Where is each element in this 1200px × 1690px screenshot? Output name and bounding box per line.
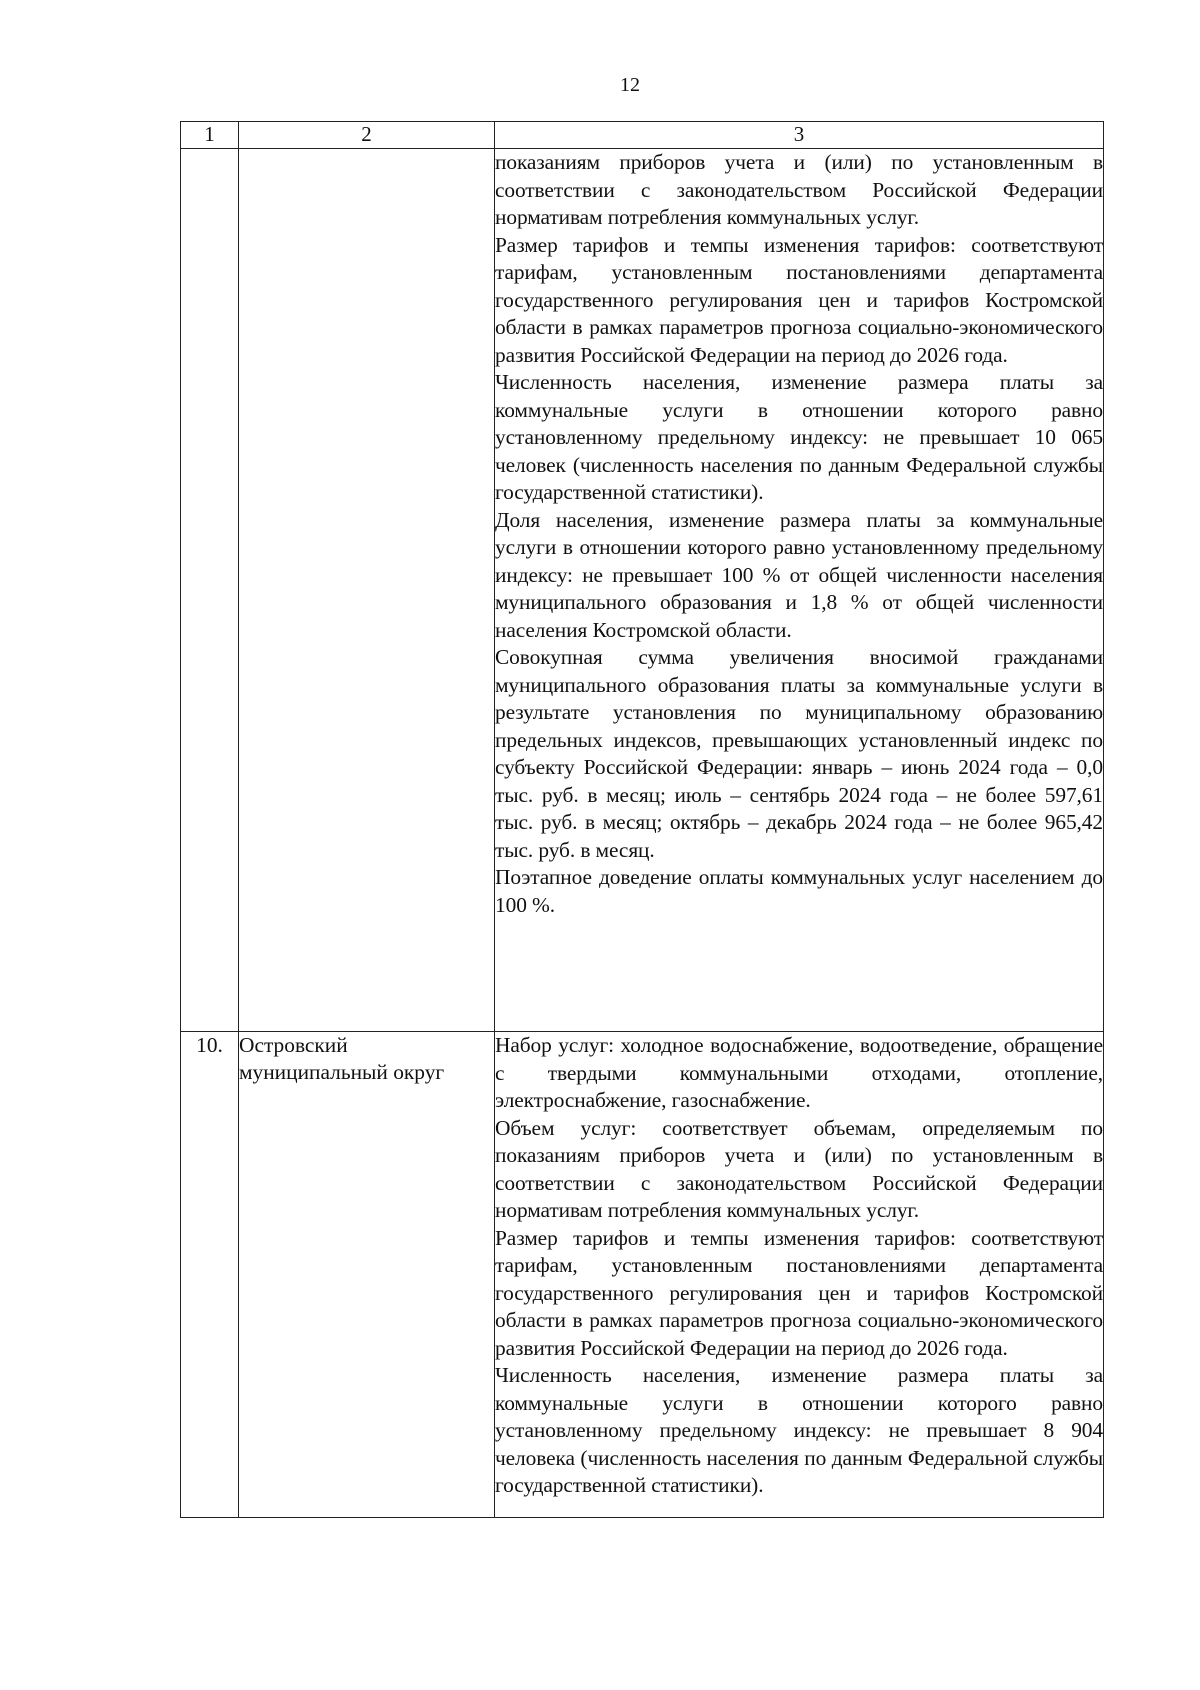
paragraph: Совокупная сумма увеличения вносимой гражданами муниципального образования платы за коммунальные услуги в результате установления по муниципальному образованию предельных индексов, превышающих установленный индекс по субъекту Российской Федерации: январь – июнь 2024 года – 0,0 тыс. руб. в месяц; июль – сентябрь 2024 года – не более 597,61 тыс. руб. в месяц; октябрь – декабрь 2024 года – не более 965,42 тыс. руб. в месяц.	[495, 645, 1103, 862]
paragraph: Численность населения, изменение размера платы за коммунальные услуги в отношении которого равно установленному предельному индексу: не превышает 8 904 человека (численность населения по данным Федеральной службы государственной статистики).	[495, 1363, 1103, 1497]
municipality-name: Островский муниципальный округ	[239, 1032, 495, 1518]
row-number: 10.	[181, 1032, 239, 1518]
table-row	[181, 149, 1104, 1032]
row-description	[495, 149, 1104, 1032]
page-number: 12	[620, 74, 640, 96]
paragraph: Размер тарифов и темпы изменения тарифов: соответствуют тарифам, установленным постановлениями департамента государственного регулирования цен и тарифов Костромской области в рамках параметров прогноза социально-экономического развития Российской Федерации на период до 2026 года.	[495, 232, 1103, 367]
row-number	[181, 149, 239, 1032]
paragraph: Набор услуг: холодное водоснабжение, водоотведение, обращение с твердыми коммунальными отходами, отопление, электроснабжение, газоснабжение.	[495, 1033, 1103, 1112]
column-header-3: 3	[495, 122, 1104, 149]
table-header-row	[181, 122, 1104, 149]
paragraph: Размер тарифов и темпы изменения тарифов: соответствуют тарифам, установленным постановлениями департамента государственного регулирования цен и тарифов Костромской области в рамках параметров прогноза социально-экономического развития Российской Федерации на период до 2026 года.	[495, 1225, 1103, 1360]
column-header-2: 2	[239, 122, 495, 149]
paragraph: показаниям приборов учета и (или) по установленным в соответствии с законодательством Российской Федерации нормативам потребления коммунальных услуг.	[495, 150, 1103, 229]
column-header-1: 1	[181, 122, 239, 149]
paragraph: Численность населения, изменение размера платы за коммунальные услуги в отношении которого равно установленному предельному индексу: не превышает 10 065 человек (численность населения по данным Федеральной службы государственной статистики).	[495, 370, 1103, 504]
table-row	[181, 1032, 1104, 1518]
paragraph: Объем услуг: соответствует объемам, определяемым по показаниям приборов учета и (или) по установленным в соответствии с законодательством Российской Федерации нормативам потребления коммунальных услуг.	[495, 1115, 1103, 1222]
paragraph: Доля населения, изменение размера платы за коммунальные услуги в отношении которого равно установленному предельному индексу: не превышает 100 % от общей численности населения муниципального образования и 1,8 % от общей численности населения Костромской области.	[495, 507, 1103, 642]
paragraph: Поэтапное доведение оплаты коммунальных услуг населением до 100 %.	[495, 865, 1103, 917]
row-description	[495, 1032, 1104, 1518]
municipality-name	[239, 149, 495, 1032]
document-table	[180, 121, 1104, 1518]
